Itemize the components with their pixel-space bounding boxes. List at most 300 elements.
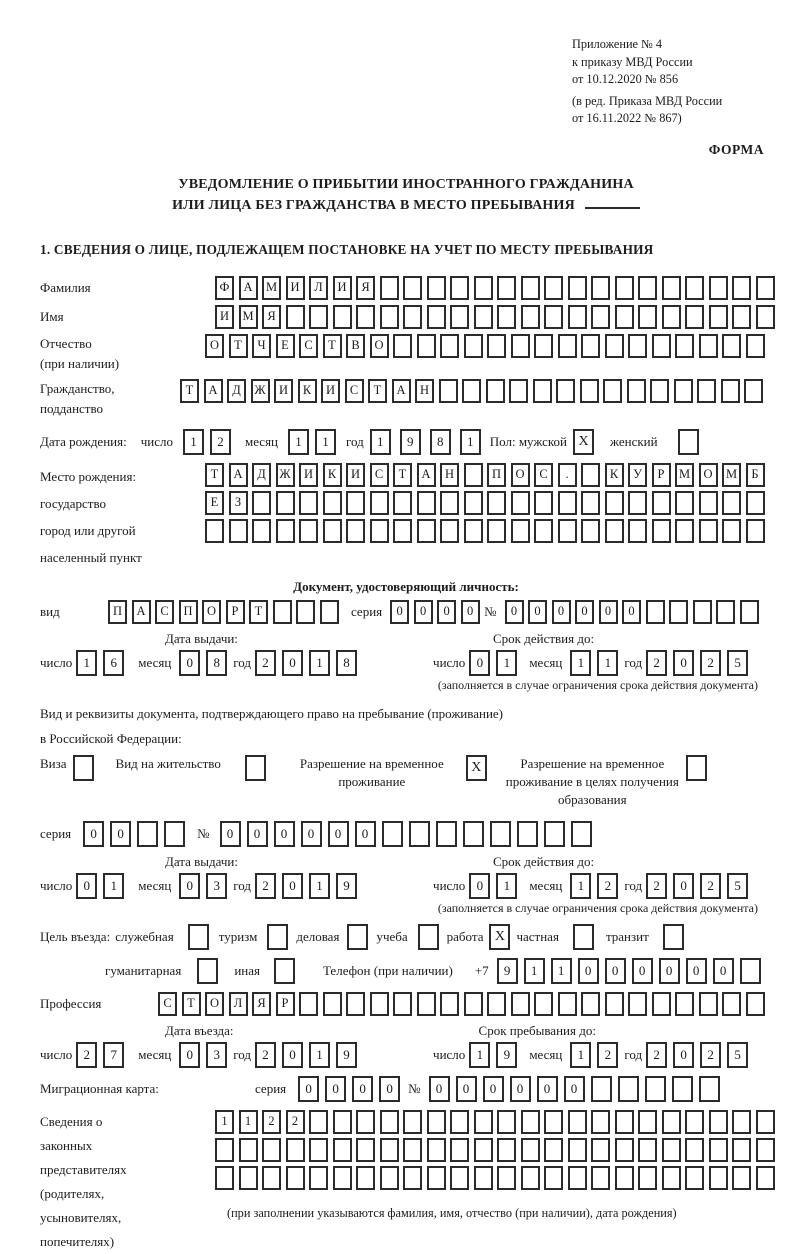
char-cell[interactable]: М	[239, 305, 258, 329]
char-cell[interactable]	[393, 334, 412, 358]
char-cell[interactable]: К	[298, 379, 317, 403]
char-cell[interactable]	[652, 491, 671, 515]
char-cell[interactable]	[652, 334, 671, 358]
char-cell[interactable]	[646, 600, 665, 624]
char-cell[interactable]: 1	[370, 429, 391, 455]
char-cell[interactable]	[568, 1166, 587, 1190]
char-cell[interactable]	[487, 519, 506, 543]
char-cell[interactable]: 9	[400, 429, 421, 455]
char-cell[interactable]	[299, 519, 318, 543]
char-cell[interactable]	[558, 491, 577, 515]
char-cell[interactable]	[497, 1138, 516, 1162]
char-cell[interactable]: Т	[393, 463, 412, 487]
char-cell[interactable]	[450, 1138, 469, 1162]
char-cell[interactable]	[403, 1110, 422, 1134]
char-cell[interactable]: О	[202, 600, 221, 624]
char-cell[interactable]	[205, 519, 224, 543]
char-cell[interactable]: 1	[309, 873, 330, 899]
char-cell[interactable]	[497, 305, 516, 329]
char-cell[interactable]: 8	[206, 650, 227, 676]
sex-male-checkbox[interactable]: X	[573, 429, 594, 455]
char-cell[interactable]	[346, 519, 365, 543]
char-cell[interactable]	[427, 305, 446, 329]
char-cell[interactable]: О	[699, 463, 718, 487]
char-cell[interactable]: О	[205, 334, 224, 358]
char-cell[interactable]	[427, 1138, 446, 1162]
char-cell[interactable]	[215, 1138, 234, 1162]
char-cell[interactable]	[417, 519, 436, 543]
char-cell[interactable]	[628, 519, 647, 543]
char-cell[interactable]	[521, 1166, 540, 1190]
char-cell[interactable]: Н	[415, 379, 434, 403]
char-cell[interactable]	[380, 1138, 399, 1162]
char-cell[interactable]	[652, 519, 671, 543]
char-cell[interactable]: 0	[328, 821, 349, 847]
char-cell[interactable]	[440, 491, 459, 515]
char-cell[interactable]	[137, 821, 158, 847]
char-cell[interactable]	[517, 821, 538, 847]
char-cell[interactable]	[662, 1110, 681, 1134]
char-cell[interactable]	[309, 1110, 328, 1134]
char-cell[interactable]	[685, 305, 704, 329]
char-cell[interactable]: 0	[429, 1076, 450, 1102]
char-cell[interactable]	[732, 1166, 751, 1190]
char-cell[interactable]	[440, 519, 459, 543]
char-cell[interactable]	[299, 992, 318, 1016]
char-cell[interactable]	[286, 1166, 305, 1190]
char-cell[interactable]	[732, 276, 751, 300]
char-cell[interactable]	[474, 1166, 493, 1190]
char-cell[interactable]	[627, 379, 646, 403]
char-cell[interactable]: 1	[551, 958, 572, 984]
char-cell[interactable]: 6	[103, 650, 124, 676]
char-cell[interactable]: Д	[227, 379, 246, 403]
char-cell[interactable]: Е	[205, 491, 224, 515]
char-cell[interactable]	[417, 491, 436, 515]
char-cell[interactable]: И	[346, 463, 365, 487]
char-cell[interactable]: .	[558, 463, 577, 487]
char-cell[interactable]	[286, 305, 305, 329]
char-cell[interactable]	[638, 305, 657, 329]
char-cell[interactable]	[521, 1138, 540, 1162]
char-cell[interactable]: 0	[301, 821, 322, 847]
char-cell[interactable]	[333, 1110, 352, 1134]
char-cell[interactable]	[645, 1076, 666, 1102]
char-cell[interactable]	[417, 334, 436, 358]
char-cell[interactable]: 0	[179, 1042, 200, 1068]
char-cell[interactable]	[417, 992, 436, 1016]
char-cell[interactable]: 9	[336, 873, 357, 899]
char-cell[interactable]: Т	[180, 379, 199, 403]
char-cell[interactable]: И	[215, 305, 234, 329]
char-cell[interactable]: 1	[309, 1042, 330, 1068]
char-cell[interactable]: 0	[713, 958, 734, 984]
char-cell[interactable]	[323, 992, 342, 1016]
char-cell[interactable]	[662, 305, 681, 329]
char-cell[interactable]	[440, 334, 459, 358]
char-cell[interactable]: И	[286, 276, 305, 300]
char-cell[interactable]	[693, 600, 712, 624]
char-cell[interactable]	[239, 1166, 258, 1190]
char-cell[interactable]: Р	[226, 600, 245, 624]
char-cell[interactable]	[450, 1110, 469, 1134]
char-cell[interactable]	[296, 600, 315, 624]
char-cell[interactable]	[439, 379, 458, 403]
char-cell[interactable]: Н	[440, 463, 459, 487]
char-cell[interactable]	[309, 1138, 328, 1162]
char-cell[interactable]: 5	[727, 873, 748, 899]
char-cell[interactable]	[697, 379, 716, 403]
char-cell[interactable]	[722, 491, 741, 515]
char-cell[interactable]: 0	[659, 958, 680, 984]
char-cell[interactable]	[746, 491, 765, 515]
char-cell[interactable]: 0	[379, 1076, 400, 1102]
purpose-tourism-checkbox[interactable]	[267, 924, 288, 950]
char-cell[interactable]: М	[675, 463, 694, 487]
char-cell[interactable]	[356, 1166, 375, 1190]
char-cell[interactable]	[746, 519, 765, 543]
char-cell[interactable]	[568, 1138, 587, 1162]
char-cell[interactable]	[685, 276, 704, 300]
char-cell[interactable]: 2	[597, 873, 618, 899]
char-cell[interactable]	[511, 992, 530, 1016]
char-cell[interactable]: Л	[229, 992, 248, 1016]
char-cell[interactable]	[534, 992, 553, 1016]
char-cell[interactable]	[756, 305, 775, 329]
char-cell[interactable]: 0	[469, 873, 490, 899]
char-cell[interactable]: П	[487, 463, 506, 487]
char-cell[interactable]: 0	[325, 1076, 346, 1102]
char-cell[interactable]	[393, 992, 412, 1016]
char-cell[interactable]	[628, 992, 647, 1016]
char-cell[interactable]	[558, 519, 577, 543]
char-cell[interactable]	[699, 491, 718, 515]
purpose-official-checkbox[interactable]	[188, 924, 209, 950]
char-cell[interactable]	[323, 491, 342, 515]
char-cell[interactable]: И	[274, 379, 293, 403]
char-cell[interactable]	[675, 519, 694, 543]
char-cell[interactable]: 0	[505, 600, 524, 624]
char-cell[interactable]: 0	[673, 650, 694, 676]
char-cell[interactable]	[571, 821, 592, 847]
char-cell[interactable]	[544, 305, 563, 329]
char-cell[interactable]: Т	[323, 334, 342, 358]
char-cell[interactable]	[464, 334, 483, 358]
char-cell[interactable]: 5	[727, 650, 748, 676]
char-cell[interactable]: 1	[496, 650, 517, 676]
char-cell[interactable]	[699, 992, 718, 1016]
char-cell[interactable]	[320, 600, 339, 624]
char-cell[interactable]: У	[628, 463, 647, 487]
char-cell[interactable]	[534, 519, 553, 543]
char-cell[interactable]: Т	[205, 463, 224, 487]
char-cell[interactable]: 1	[239, 1110, 258, 1134]
char-cell[interactable]: 0	[76, 873, 97, 899]
purpose-other-checkbox[interactable]	[274, 958, 295, 984]
char-cell[interactable]	[464, 463, 483, 487]
char-cell[interactable]	[486, 379, 505, 403]
char-cell[interactable]	[618, 1076, 639, 1102]
char-cell[interactable]: 0	[83, 821, 104, 847]
char-cell[interactable]	[732, 1110, 751, 1134]
char-cell[interactable]	[511, 334, 530, 358]
char-cell[interactable]	[603, 379, 622, 403]
char-cell[interactable]: Я	[252, 992, 271, 1016]
char-cell[interactable]: С	[299, 334, 318, 358]
char-cell[interactable]	[709, 305, 728, 329]
char-cell[interactable]: 0	[578, 958, 599, 984]
char-cell[interactable]: С	[155, 600, 174, 624]
char-cell[interactable]: 0	[605, 958, 626, 984]
char-cell[interactable]	[309, 1166, 328, 1190]
char-cell[interactable]: 8	[336, 650, 357, 676]
char-cell[interactable]	[487, 491, 506, 515]
char-cell[interactable]	[709, 276, 728, 300]
char-cell[interactable]	[638, 1110, 657, 1134]
char-cell[interactable]	[229, 519, 248, 543]
purpose-study-checkbox[interactable]	[418, 924, 439, 950]
char-cell[interactable]	[474, 1138, 493, 1162]
char-cell[interactable]: 2	[646, 1042, 667, 1068]
char-cell[interactable]	[652, 992, 671, 1016]
char-cell[interactable]	[581, 992, 600, 1016]
char-cell[interactable]: К	[323, 463, 342, 487]
char-cell[interactable]: Д	[252, 463, 271, 487]
char-cell[interactable]: 1	[570, 650, 591, 676]
purpose-private-checkbox[interactable]	[573, 924, 594, 950]
char-cell[interactable]: 1	[183, 429, 204, 455]
char-cell[interactable]	[463, 821, 484, 847]
char-cell[interactable]: Б	[746, 463, 765, 487]
char-cell[interactable]: 2	[255, 650, 276, 676]
char-cell[interactable]	[533, 379, 552, 403]
char-cell[interactable]	[487, 334, 506, 358]
char-cell[interactable]	[380, 1110, 399, 1134]
char-cell[interactable]	[450, 305, 469, 329]
char-cell[interactable]: 0	[537, 1076, 558, 1102]
char-cell[interactable]: 9	[496, 1042, 517, 1068]
char-cell[interactable]	[403, 1166, 422, 1190]
char-cell[interactable]: 2	[255, 873, 276, 899]
char-cell[interactable]	[615, 305, 634, 329]
char-cell[interactable]	[669, 600, 688, 624]
char-cell[interactable]	[497, 276, 516, 300]
purpose-business-checkbox[interactable]	[347, 924, 368, 950]
char-cell[interactable]	[462, 379, 481, 403]
char-cell[interactable]: Ч	[252, 334, 271, 358]
char-cell[interactable]	[474, 1110, 493, 1134]
char-cell[interactable]: Я	[262, 305, 281, 329]
char-cell[interactable]	[722, 334, 741, 358]
char-cell[interactable]	[427, 276, 446, 300]
char-cell[interactable]: З	[229, 491, 248, 515]
char-cell[interactable]: 2	[76, 1042, 97, 1068]
char-cell[interactable]	[427, 1110, 446, 1134]
char-cell[interactable]	[239, 1138, 258, 1162]
char-cell[interactable]	[323, 519, 342, 543]
char-cell[interactable]	[474, 276, 493, 300]
char-cell[interactable]: 0	[632, 958, 653, 984]
char-cell[interactable]	[309, 305, 328, 329]
char-cell[interactable]	[581, 463, 600, 487]
char-cell[interactable]	[721, 379, 740, 403]
char-cell[interactable]	[615, 1138, 634, 1162]
char-cell[interactable]	[699, 334, 718, 358]
char-cell[interactable]: 0	[247, 821, 268, 847]
char-cell[interactable]: Ф	[215, 276, 234, 300]
char-cell[interactable]: 1	[496, 873, 517, 899]
char-cell[interactable]: 3	[206, 873, 227, 899]
sex-female-checkbox[interactable]	[678, 429, 699, 455]
char-cell[interactable]: 2	[597, 1042, 618, 1068]
char-cell[interactable]	[699, 1076, 720, 1102]
char-cell[interactable]: 8	[430, 429, 451, 455]
char-cell[interactable]: 0	[390, 600, 409, 624]
char-cell[interactable]	[628, 491, 647, 515]
char-cell[interactable]	[164, 821, 185, 847]
char-cell[interactable]: 0	[528, 600, 547, 624]
char-cell[interactable]: 2	[646, 873, 667, 899]
char-cell[interactable]: 0	[622, 600, 641, 624]
char-cell[interactable]	[615, 1166, 634, 1190]
char-cell[interactable]: 1	[103, 873, 124, 899]
char-cell[interactable]	[464, 491, 483, 515]
char-cell[interactable]	[370, 491, 389, 515]
char-cell[interactable]	[544, 1138, 563, 1162]
char-cell[interactable]: 0	[564, 1076, 585, 1102]
char-cell[interactable]	[605, 334, 624, 358]
char-cell[interactable]: Л	[309, 276, 328, 300]
char-cell[interactable]	[346, 992, 365, 1016]
char-cell[interactable]: 0	[282, 650, 303, 676]
char-cell[interactable]: 2	[700, 873, 721, 899]
char-cell[interactable]	[450, 276, 469, 300]
char-cell[interactable]: Т	[229, 334, 248, 358]
char-cell[interactable]	[558, 334, 577, 358]
char-cell[interactable]	[716, 600, 735, 624]
char-cell[interactable]: 0	[483, 1076, 504, 1102]
char-cell[interactable]	[685, 1138, 704, 1162]
char-cell[interactable]: 0	[686, 958, 707, 984]
char-cell[interactable]: А	[417, 463, 436, 487]
char-cell[interactable]: 0	[274, 821, 295, 847]
char-cell[interactable]	[299, 491, 318, 515]
char-cell[interactable]	[650, 379, 669, 403]
char-cell[interactable]	[544, 821, 565, 847]
char-cell[interactable]: 7	[103, 1042, 124, 1068]
char-cell[interactable]	[474, 305, 493, 329]
char-cell[interactable]: 0	[220, 821, 241, 847]
char-cell[interactable]	[581, 519, 600, 543]
char-cell[interactable]	[568, 276, 587, 300]
char-cell[interactable]: 9	[336, 1042, 357, 1068]
char-cell[interactable]: Ж	[251, 379, 270, 403]
char-cell[interactable]: 0	[510, 1076, 531, 1102]
char-cell[interactable]	[262, 1166, 281, 1190]
char-cell[interactable]	[638, 1138, 657, 1162]
char-cell[interactable]: С	[345, 379, 364, 403]
char-cell[interactable]	[346, 491, 365, 515]
char-cell[interactable]	[709, 1138, 728, 1162]
char-cell[interactable]: Т	[368, 379, 387, 403]
char-cell[interactable]: 3	[206, 1042, 227, 1068]
char-cell[interactable]: И	[299, 463, 318, 487]
char-cell[interactable]	[511, 491, 530, 515]
char-cell[interactable]	[382, 821, 403, 847]
char-cell[interactable]	[740, 958, 761, 984]
char-cell[interactable]: 0	[469, 650, 490, 676]
char-cell[interactable]: П	[179, 600, 198, 624]
char-cell[interactable]: Т	[249, 600, 268, 624]
char-cell[interactable]	[262, 1138, 281, 1162]
char-cell[interactable]	[286, 1138, 305, 1162]
char-cell[interactable]	[699, 519, 718, 543]
char-cell[interactable]: 0	[552, 600, 571, 624]
char-cell[interactable]: О	[205, 992, 224, 1016]
char-cell[interactable]	[662, 1166, 681, 1190]
char-cell[interactable]	[591, 276, 610, 300]
char-cell[interactable]	[427, 1166, 446, 1190]
visa-checkbox[interactable]	[73, 755, 94, 781]
char-cell[interactable]	[464, 992, 483, 1016]
char-cell[interactable]: М	[722, 463, 741, 487]
char-cell[interactable]	[638, 1166, 657, 1190]
char-cell[interactable]	[615, 276, 634, 300]
char-cell[interactable]	[333, 1138, 352, 1162]
char-cell[interactable]	[674, 379, 693, 403]
purpose-work-checkbox[interactable]: X	[489, 924, 510, 950]
char-cell[interactable]	[509, 379, 528, 403]
char-cell[interactable]	[568, 305, 587, 329]
char-cell[interactable]: А	[392, 379, 411, 403]
char-cell[interactable]	[722, 992, 741, 1016]
char-cell[interactable]: 0	[110, 821, 131, 847]
char-cell[interactable]	[556, 379, 575, 403]
char-cell[interactable]	[732, 305, 751, 329]
char-cell[interactable]: 1	[315, 429, 336, 455]
char-cell[interactable]	[534, 334, 553, 358]
char-cell[interactable]: А	[132, 600, 151, 624]
char-cell[interactable]: 9	[497, 958, 518, 984]
char-cell[interactable]: Е	[276, 334, 295, 358]
char-cell[interactable]	[276, 519, 295, 543]
char-cell[interactable]	[675, 992, 694, 1016]
char-cell[interactable]	[675, 491, 694, 515]
char-cell[interactable]	[403, 1138, 422, 1162]
purpose-transit-checkbox[interactable]	[663, 924, 684, 950]
char-cell[interactable]: 2	[700, 650, 721, 676]
char-cell[interactable]: 0	[414, 600, 433, 624]
char-cell[interactable]	[756, 276, 775, 300]
char-cell[interactable]	[756, 1110, 775, 1134]
char-cell[interactable]: А	[239, 276, 258, 300]
char-cell[interactable]	[521, 305, 540, 329]
char-cell[interactable]	[591, 305, 610, 329]
char-cell[interactable]	[393, 519, 412, 543]
char-cell[interactable]: 5	[727, 1042, 748, 1068]
char-cell[interactable]: 1	[76, 650, 97, 676]
char-cell[interactable]	[403, 305, 422, 329]
char-cell[interactable]: Т	[182, 992, 201, 1016]
char-cell[interactable]	[497, 1110, 516, 1134]
char-cell[interactable]: 2	[255, 1042, 276, 1068]
char-cell[interactable]: 0	[599, 600, 618, 624]
char-cell[interactable]: О	[511, 463, 530, 487]
char-cell[interactable]: 0	[352, 1076, 373, 1102]
char-cell[interactable]	[276, 491, 295, 515]
char-cell[interactable]	[605, 491, 624, 515]
char-cell[interactable]: 1	[570, 873, 591, 899]
